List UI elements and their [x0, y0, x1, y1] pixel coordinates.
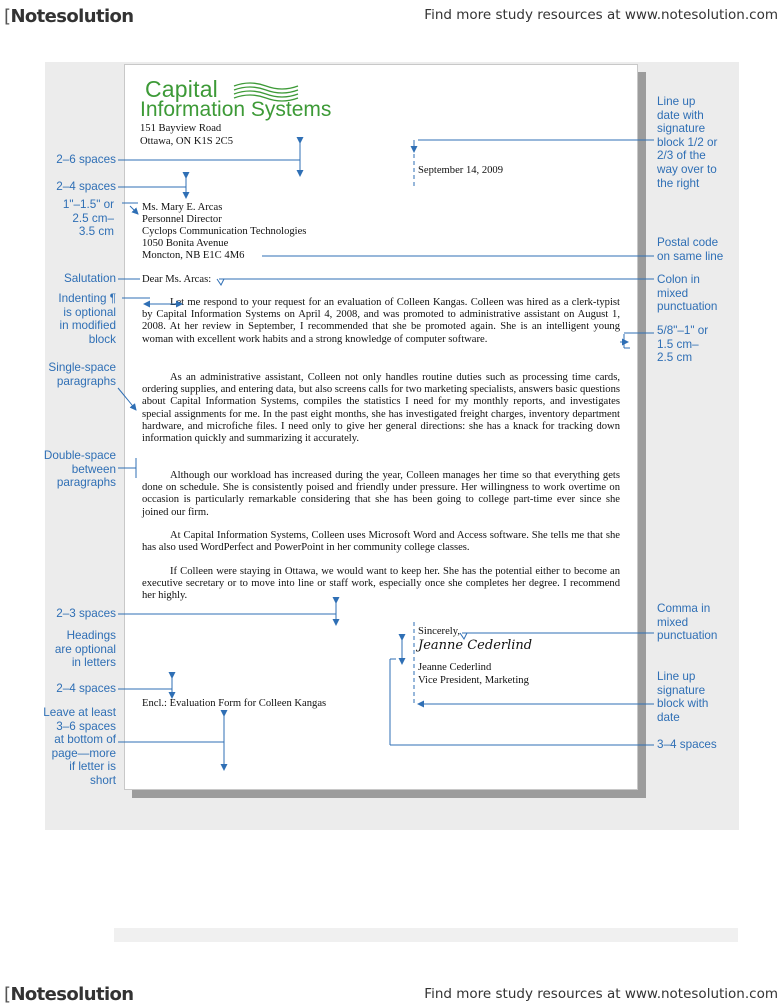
annotation-single-space: Single-space paragraphs — [48, 361, 116, 388]
signer-title: Vice President, Marketing — [418, 675, 529, 686]
body-paragraph-3: Although our workload has increased during the year, Colleen manages her time so that everything gets done on schedule. She is consistently poised and friendly under pressure. Her willingness to work overtime on occasion is particularly remarkable considering that she has been going to college part-time ever since she joined our firm. — [142, 470, 620, 518]
annotation-leave-space: Leave at least 3–6 spaces at bottom of page—more if letter is short — [43, 706, 116, 787]
annotation-comma: Comma in mixed punctuation — [657, 602, 718, 643]
annotation-indenting: Indenting ¶ is optional in modified block — [58, 292, 116, 346]
closing: Sincerely, — [418, 626, 460, 637]
annotation-right-margin: 5/8"–1" or 1.5 cm– 2.5 cm — [657, 324, 709, 365]
recipient-street: 1050 Bonita Avenue — [142, 238, 229, 249]
annotation-2-4-spaces-top: 2–4 spaces — [56, 180, 116, 193]
signature-handwritten: Jeanne Cederlind — [418, 638, 533, 653]
footer-site-link[interactable]: Find more study resources at www.notesolution.com — [424, 986, 778, 1002]
annotation-double-space: Double-space between paragraphs — [43, 449, 116, 490]
recipient-title: Personnel Director — [142, 214, 222, 225]
recipient-city: Moncton, NB E1C 4M6 — [142, 250, 245, 261]
enclosure-line: Encl.: Evaluation Form for Colleen Kangas — [142, 698, 327, 709]
annotation-3-4-spaces: 3–4 spaces — [657, 738, 717, 751]
company-name-line1: Capital — [145, 76, 218, 102]
signer-name: Jeanne Cederlind — [418, 662, 492, 673]
annotation-2-6-spaces: 2–6 spaces — [56, 153, 116, 166]
sender-address-1: 151 Bayview Road — [140, 123, 222, 134]
salutation: Dear Ms. Arcas: — [142, 274, 212, 285]
annotation-salutation: Salutation — [64, 272, 116, 285]
header-site-link[interactable]: Find more study resources at www.notesolution.com — [424, 7, 778, 23]
annotation-headings: Headings are optional in letters — [54, 629, 116, 670]
annotation-postal-code: Postal code on same line — [657, 236, 724, 263]
annotation-colon: Colon in mixed punctuation — [657, 273, 718, 314]
body-paragraph-4: At Capital Information Systems, Colleen uses Microsoft Word and Access software. She tells me that she has also used WordPerfect and PowerPoint in her community college classes. — [142, 530, 620, 554]
annotation-margin: 1"–1.5" or 2.5 cm– 3.5 cm — [62, 198, 114, 239]
recipient-name: Ms. Mary E. Arcas — [142, 202, 223, 213]
body-paragraph-2: As an administrative assistant, Colleen not only handles routine duties such as processing time cards, ordering supplies, and entering data, but also screens calls for two marketing specialists, answers basic questions about Capital Information Systems, compiles the statistics I need for my monthly reports, and investigates special assignments for me. In the past eight months, she has investigated freight charges, inventory department hardware, and microfiche files. I need only to give her general directions: she has a knack for tracking down information quickly and summarizing it accurately. — [142, 372, 620, 445]
body-paragraph-5: If Colleen were staying in Ottawa, we would want to keep her. She has the potential either to become an executive secretary or to move into line or staff work, especially once she completes her degree. I recommend her highly. — [142, 566, 620, 602]
sender-address-2: Ottawa, ON K1S 2C5 — [140, 136, 233, 147]
notesolution-logo-top: [Notesolution — [4, 6, 134, 27]
company-name-line2: Information Systems — [140, 98, 332, 121]
notesolution-logo-bottom: [Notesolution — [4, 984, 134, 1005]
annotation-line-up-signature: Line up signature block with date — [657, 670, 709, 724]
annotation-2-3-spaces: 2–3 spaces — [56, 607, 116, 620]
annotation-line-up-date: Line up date with signature block 1/2 or 2/3 of the way over to the right — [657, 95, 718, 190]
body-paragraph-1: Let me respond to your request for an evaluation of Colleen Kangas. Colleen was hired as a clerk-typist by Capital Information Systems on April 4, 2008, and was promoted to administrative assistant on August 1, 2008. At her review in September, I recommended that she be promoted again. She is an intelligent young woman with excellent work habits and a strong knowledge of computer software. — [142, 297, 620, 345]
recipient-company: Cyclops Communication Technologies — [142, 226, 307, 237]
letter-date: September 14, 2009 — [418, 165, 504, 176]
annotation-2-4-spaces-bottom: 2–4 spaces — [56, 682, 116, 695]
